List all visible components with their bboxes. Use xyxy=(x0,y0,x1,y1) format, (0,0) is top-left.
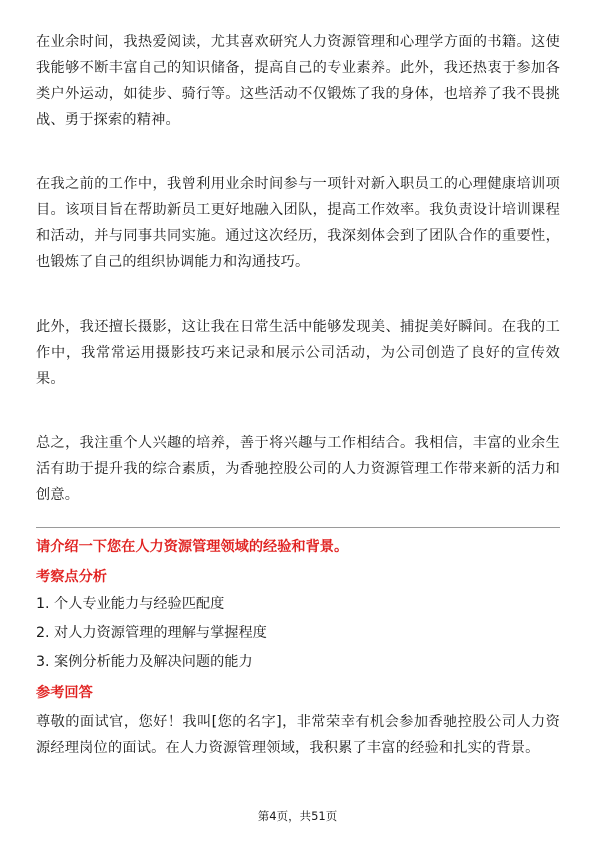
analysis-point: 3. 案例分析能力及解决问题的能力 xyxy=(36,654,253,670)
answer-paragraph: 尊敬的面试官，您好！我叫[您的名字]，非常荣幸有机会参加香驰控股公司人力资源经理岗位的面试。在人力资源管理领域，我积累了丰富的经验和扎实的背景。 xyxy=(36,714,560,756)
answer-heading: 参考回答 xyxy=(36,685,93,701)
interview-question: 请介绍一下您在人力资源管理领域的经验和背景。 xyxy=(36,539,349,555)
analysis-point: 1. 个人专业能力与经验匹配度 xyxy=(36,596,225,612)
body-paragraph: 在业余时间，我热爱阅读，尤其喜欢研究人力资源管理和心理学方面的书籍。这使我能够不断丰富自己的知识储备，提高自己的专业素养。此外，我还热衷于参加各类户外运动，如徒步、骑行等。这些活动不仅锻炼了我的身体，也培养了我不畏挑战、勇于探索的精神。 xyxy=(36,34,560,128)
analysis-heading: 考察点分析 xyxy=(36,569,107,585)
page-number: 第4页，共51页 xyxy=(257,809,338,823)
section-divider xyxy=(36,527,560,528)
analysis-point: 2. 对人力资源管理的理解与掌握程度 xyxy=(36,625,267,641)
body-paragraph: 此外，我还擅长摄影，这让我在日常生活中能够发现美、捕捉美好瞬间。在我的工作中，我常常运用摄影技巧来记录和展示公司活动，为公司创造了良好的宣传效果。 xyxy=(36,319,560,387)
body-paragraph: 在我之前的工作中，我曾利用业余时间参与一项针对新入职员工的心理健康培训项目。该项目旨在帮助新员工更好地融入团队，提高工作效率。我负责设计培训课程和活动，并与同事共同实施。通过这次经历，我深刻体会到了团队合作的重要性，也锻炼了自己的组织协调能力和沟通技巧。 xyxy=(36,176,560,270)
body-paragraph: 总之，我注重个人兴趣的培养，善于将兴趣与工作相结合。我相信，丰富的业余生活有助于提升我的综合素质，为香驰控股公司的人力资源管理工作带来新的活力和创意。 xyxy=(36,435,560,503)
